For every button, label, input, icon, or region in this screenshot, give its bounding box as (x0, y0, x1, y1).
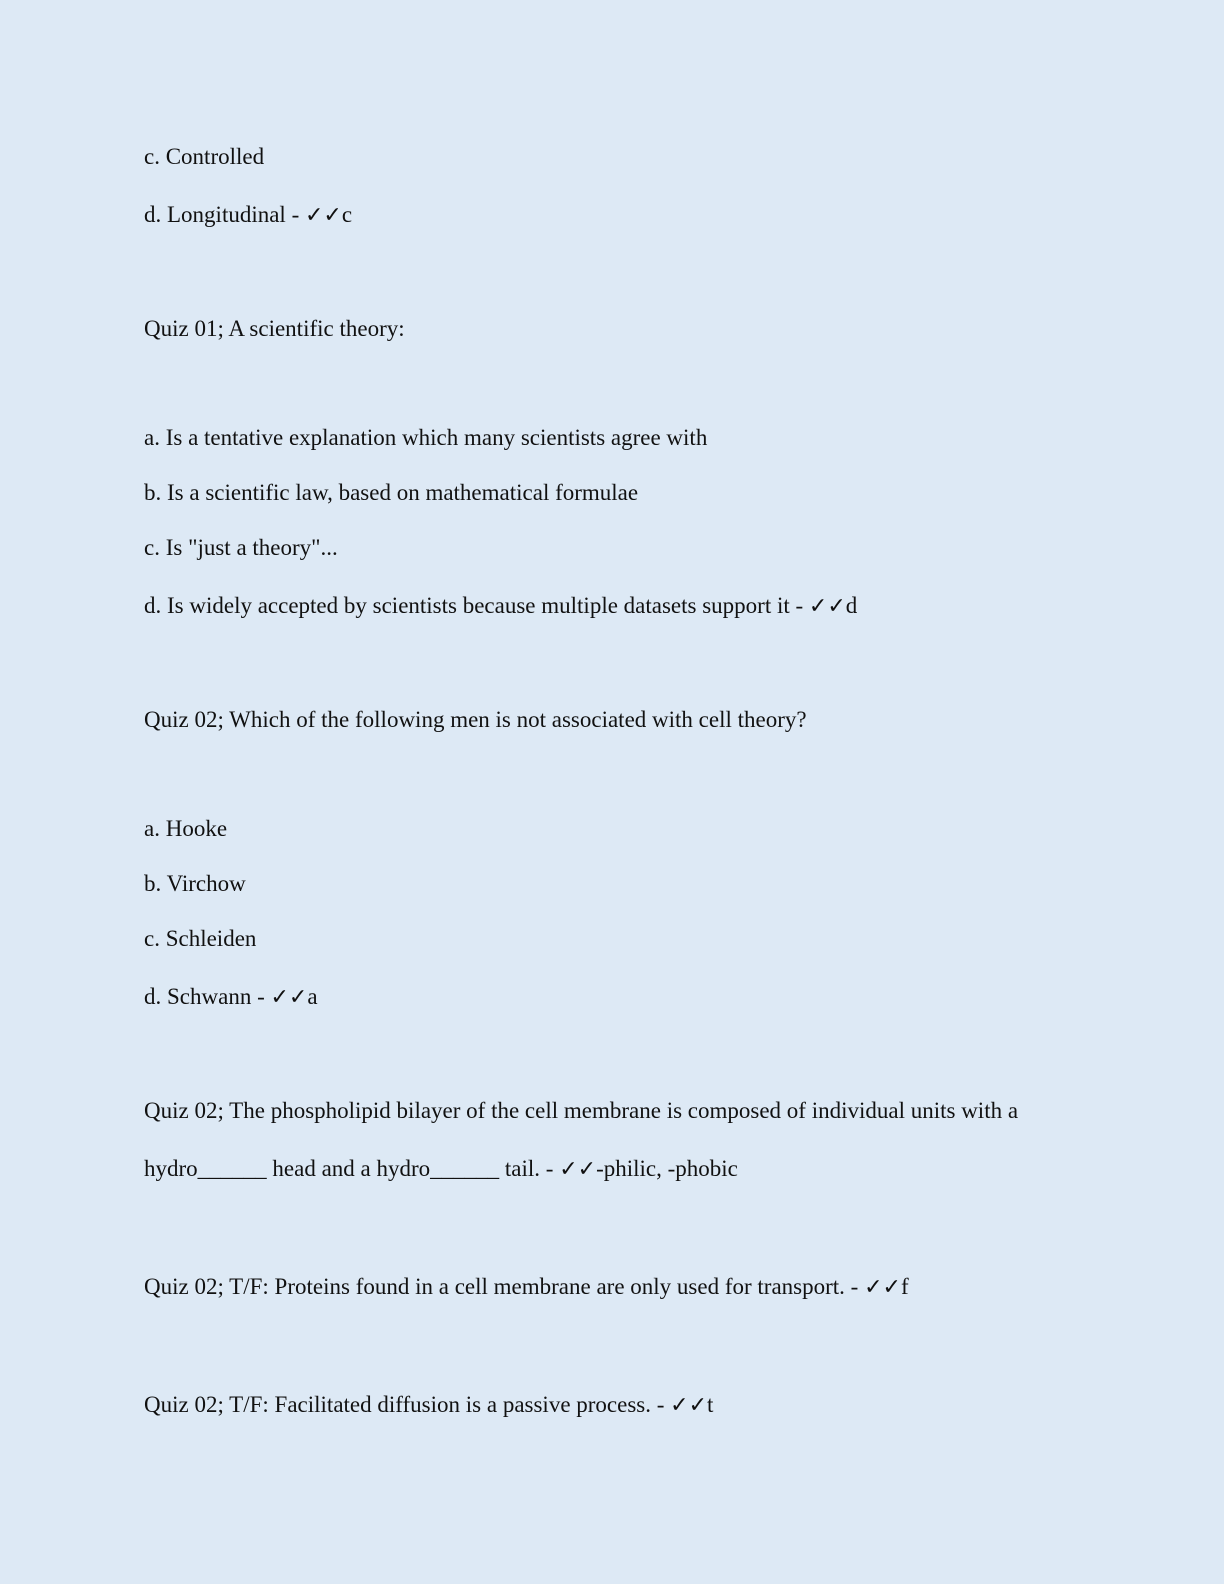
option-d-longitudinal: d. Longitudinal - ✓✓c (144, 202, 353, 228)
question-phospholipid-cont: hydro______ head and a hydro______ tail. - ✓✓-philic, -phobic (144, 1156, 738, 1182)
option-a: a. Is a tentative explanation which many scientists agree with (144, 425, 708, 450)
answer-text: d (845, 593, 858, 618)
option-c-schleiden: c. Schleiden (144, 926, 257, 951)
double-check-icon: ✓✓ (808, 594, 846, 619)
answer-text: a (307, 984, 318, 1009)
option-c-controlled: c. Controlled (144, 144, 265, 169)
question-diffusion-tf: Quiz 02; T/F: Facilitated diffusion is a passive process. - ✓✓t (144, 1392, 714, 1418)
answer-text: c (341, 202, 353, 227)
option-c: c. Is "just a theory"... (144, 535, 338, 560)
answer-text: f (900, 1274, 909, 1299)
option-a-hooke: a. Hooke (144, 816, 228, 841)
question-proteins-tf: Quiz 02; T/F: Proteins found in a cell membrane are only used for transport. - ✓✓f (144, 1274, 909, 1300)
option-b-virchow: b. Virchow (144, 871, 246, 896)
option-b: b. Is a scientific law, based on mathematical formulae (144, 480, 639, 505)
option-d: d. Is widely accepted by scientists because multiple datasets support it - ✓✓d (144, 593, 858, 619)
option-d-schwann: d. Schwann - ✓✓a (144, 984, 318, 1010)
question-scientific-theory: Quiz 01; A scientific theory: (144, 316, 405, 341)
double-check-icon: ✓✓ (559, 1157, 597, 1182)
answer-text: t (707, 1392, 714, 1417)
question-cell-theory: Quiz 02; Which of the following men is not associated with cell theory? (144, 707, 807, 732)
question-phospholipid: Quiz 02; The phospholipid bilayer of the cell membrane is composed of individual units with a (144, 1098, 1019, 1123)
answer-text: -philic, -phobic (596, 1156, 738, 1181)
double-check-icon: ✓✓ (864, 1275, 901, 1300)
double-check-icon: ✓✓ (670, 1393, 708, 1418)
double-check-icon: ✓✓ (270, 985, 308, 1010)
double-check-icon: ✓✓ (304, 203, 342, 228)
